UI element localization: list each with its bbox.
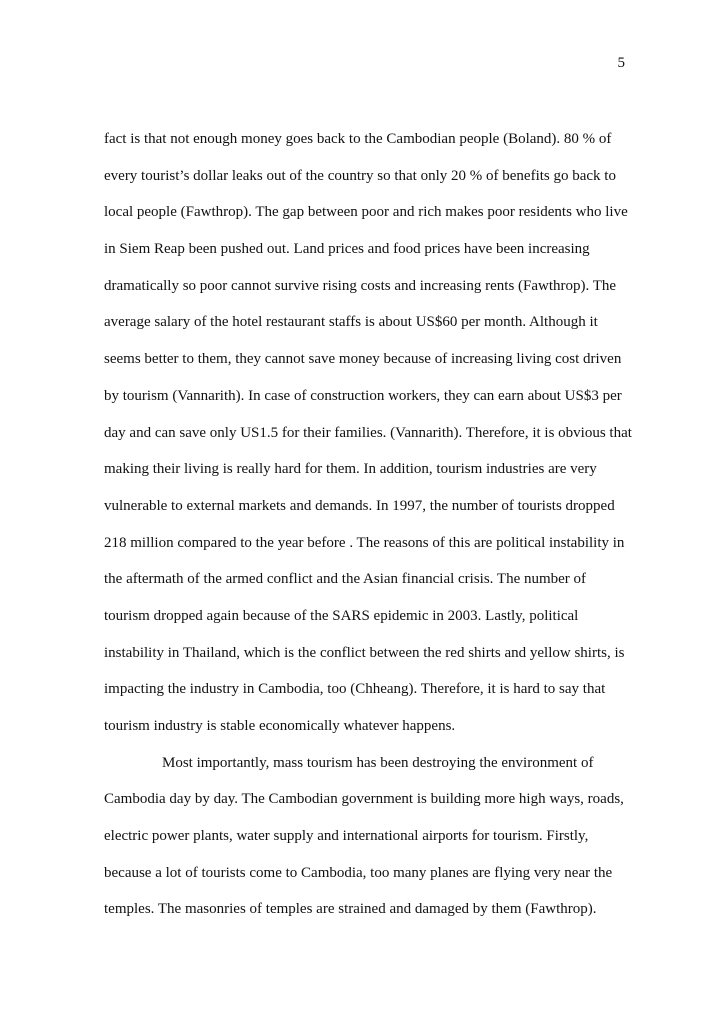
text-line: average salary of the hotel restaurant staffs is about US$60 per month. Although it (104, 314, 598, 331)
text-line: tourism industry is stable economically whatever happens. (104, 718, 456, 734)
text-line: 218 million compared to the year before . The reasons of this are political instability in (104, 534, 625, 551)
text-line: fact is that not enough money goes back to the Cambodian people (Boland). 80 % of (104, 131, 612, 147)
text-line: impacting the industry in Cambodia, too (Chheang). Therefore, it is hard to say that (104, 681, 606, 698)
page-number: 5 (617, 55, 625, 71)
paragraph-first-line: Most importantly, mass tourism has been destroying the environment of (162, 754, 594, 771)
body-text (104, 129, 634, 936)
text-line: by tourism (Vannarith). In case of construction workers, they can earn about US$3 per (104, 387, 622, 404)
text-line: seems better to them, they cannot save money because of increasing living cost driven (104, 351, 622, 368)
text-line: every tourist’s dollar leaks out of the country so that only 20 % of benefits go back to (104, 167, 616, 184)
text-line: dramatically so poor cannot survive rising costs and increasing rents (Fawthrop). The (104, 277, 617, 294)
text-line: temples. The masonries of temples are strained and damaged by them (Fawthrop). (104, 901, 597, 918)
text-line: because a lot of tourists come to Cambodia, too many planes are flying very near the (104, 864, 613, 881)
text-line: tourism dropped again because of the SARS epidemic in 2003. Lastly, political (104, 607, 579, 624)
text-line: Cambodia day by day. The Cambodian government is building more high ways, roads, (104, 791, 624, 808)
text-line: vulnerable to external markets and demands. In 1997, the number of tourists dropped (104, 497, 615, 514)
text-line: instability in Thailand, which is the conflict between the red shirts and yellow shirts, is (104, 644, 625, 661)
text-line: electric power plants, water supply and international airports for tourism. Firstly, (104, 828, 589, 845)
text-line: in Siem Reap been pushed out. Land prices and food prices have been increasing (104, 241, 590, 258)
text-line: day and can save only US1.5 for their families. (Vannarith). Therefore, it is obvious that (104, 424, 632, 441)
text-line: the aftermath of the armed conflict and the Asian financial crisis. The number of (104, 571, 587, 588)
text-line: local people (Fawthrop). The gap between poor and rich makes poor residents who live (104, 204, 628, 221)
text-line: making their living is really hard for them. In addition, tourism industries are very (104, 461, 597, 478)
